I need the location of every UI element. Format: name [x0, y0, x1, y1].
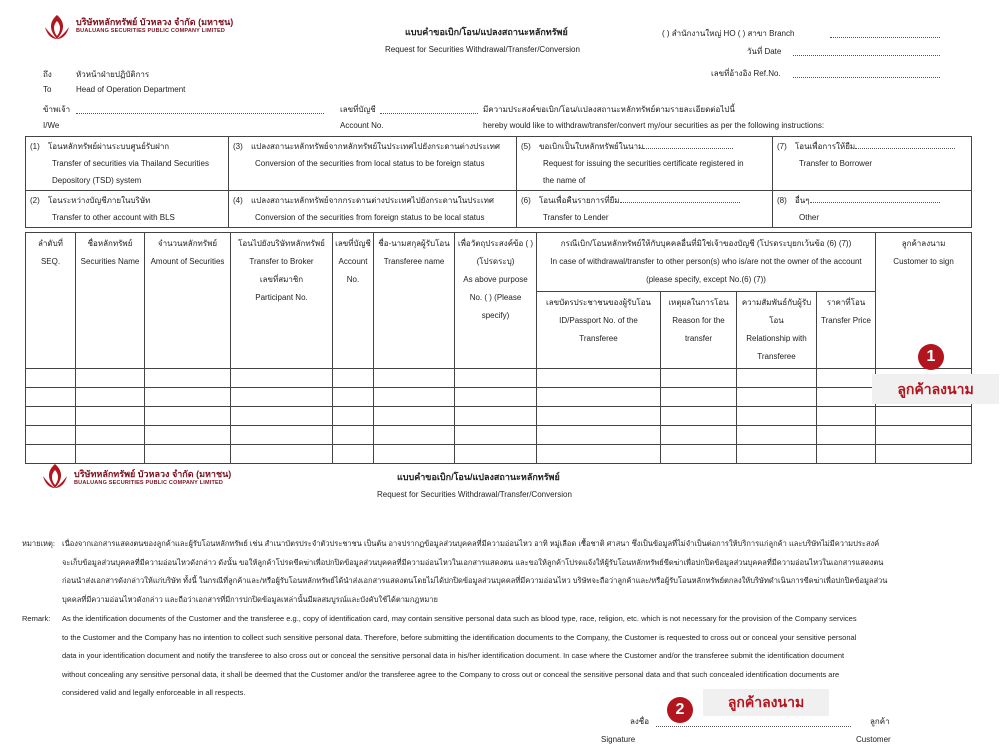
header-text: เลขบัตรประชาชนของผู้รับโอน [546, 298, 651, 307]
header-text: Amount of Securities [150, 257, 225, 266]
sign-en: Signature [601, 735, 636, 744]
table-row[interactable] [26, 388, 972, 407]
header-text: SEQ. [40, 257, 61, 266]
form-title-th-2: แบบคำขอเบิก/โอน/แปลงสถานะหลักทรัพย์ [397, 472, 560, 482]
remark-en-line: considered valid and legally enforceable in all respects. [62, 688, 246, 697]
option-en: Conversion of the securities from foreign status to be local status [255, 213, 485, 222]
header-text: เลขที่บัญชี [335, 239, 371, 248]
step-badge-2: 2 [667, 697, 693, 723]
remark-en-label: Remark: [22, 614, 51, 623]
option-en: Transfer to other account with BLS [52, 213, 175, 222]
to-th: หัวหน้าฝ่ายปฏิบัติการ [76, 70, 150, 79]
lotus-logo-icon [40, 462, 70, 490]
form-title-th: แบบคำขอเบิก/โอน/แปลงสถานะหลักทรัพย์ [405, 27, 568, 37]
customer-th: ลูกค้า [870, 717, 890, 726]
option-th: โอนระหว่างบัญชีภายในบริษัท [48, 196, 151, 205]
header-text: Securities Name [80, 257, 140, 266]
to-en: Head of Operation Department [76, 85, 186, 94]
option-2[interactable] [26, 191, 229, 228]
header-text: Account No. [338, 257, 368, 284]
header-text: เลขที่สมาชิก [259, 275, 304, 284]
header-text: Relationship with Transferee [746, 334, 807, 361]
option-number: (5) [521, 142, 531, 151]
company-name-th: บริษัทหลักทรัพย์ บัวหลวง จำกัด (มหาชน) [76, 17, 234, 27]
header-text: ความสัมพันธ์กับผู้รับโอน [741, 298, 812, 325]
header-text: เหตุผลในการโอน [668, 298, 729, 307]
account-field[interactable] [380, 103, 478, 114]
header-text: Transferee name [383, 257, 445, 266]
account-th: เลขที่บัญชี [340, 105, 376, 114]
lotus-logo-icon [42, 13, 72, 41]
step-badge-1: 1 [918, 344, 944, 370]
branch-field[interactable] [830, 27, 940, 38]
remark-th-line: จะเก็บข้อมูลส่วนบุคคลที่มีความอ่อนไหวดังกล่าว ดังนั้น ขอให้ลูกค้าโปรดขีดฆ่าเพื่อปกปิดข้อมูลส่วนบุคคลที่มีความอ่อนไหวในเอกสารแสดงตน และขอให้ลูกค้าโปรดแจ้งให้ผู้รับโอนหลักทรัพย์ขีดฆ่าเพื่อปกปิดข้อมูลส่วนบุคคลที่มีความอ่อนไหวในเอกสารแสดงตน [62, 557, 884, 567]
header-text: (please specify, except No.(6) (7)) [646, 275, 766, 284]
option-en: Conversion of the securities from local status to be foreign status [255, 159, 485, 168]
col-seq [26, 233, 76, 369]
option-number: (3) [233, 142, 243, 151]
remark-en-line: to the Customer and the Company has no intention to collect such sensitive personal data. Therefore, before submitting the identification documents to the Company, the Customer is requested to cross out or conceal your sensitive personal [62, 632, 857, 642]
options-table [25, 136, 972, 228]
header-text: เพื่อวัตถุประสงค์ข้อ ( ) (โปรดระบุ) [457, 239, 534, 266]
date-field[interactable] [793, 45, 940, 56]
option-en: Request for issuing the securities certificate registered in [543, 159, 744, 168]
option-th: ขอเบิกเป็นใบหลักทรัพย์ในนาม [539, 142, 644, 151]
col-purpose [455, 233, 537, 369]
header-text: ราคาที่โอน [826, 298, 866, 307]
remark-en-line: without concealing any sensitive personal data, it shall be deemed that the Customer and/or the transferee agree to the Company to cross out or conceal the sensitive personal data and that such concealed identification documents are [62, 669, 840, 679]
header-text: In case of withdrawal/transfer to other person(s) who is/are not the owner of the account [550, 257, 862, 266]
option-en: Transfer to Borrower [799, 159, 873, 168]
option-number: (1) [30, 142, 40, 151]
option-th: อื่นๆ [795, 196, 810, 205]
remark-th-line: บุคคลที่มีความอ่อนไหวดังกล่าว และถือว่าเอกสารที่มีการปกปิดข้อมูลเหล่านั้นมีผลสมบูรณ์และบังคับใช้ได้ตามกฎหมาย [62, 594, 438, 604]
col-id-passport [537, 292, 661, 369]
col-reason [661, 292, 737, 369]
table-row[interactable] [26, 407, 972, 426]
option-en: Transfer to Lender [543, 213, 609, 222]
header-text: ลูกค้าลงนาม [901, 239, 946, 248]
header-text: Reason for the transfer [672, 316, 725, 343]
callout-customer-sign-2[interactable]: ลูกค้าลงนาม [703, 689, 829, 716]
remark-th [62, 535, 972, 609]
form-title-en-2: Request for Securities Withdrawal/Transfer/Conversion [377, 490, 572, 499]
col-amount [145, 233, 231, 369]
remark-th-line: เนื่องจากเอกสารแสดงตนของลูกค้าและผู้รับโอนหลักทรัพย์ เช่น สำเนาบัตรประจำตัวประชาชน เป็นต้น อาจปรากฏข้อมูลส่วนบุคคลที่มีความอ่อนไหว อาทิ หมู่เลือด เชื้อชาติ ศาสนา ซึ่งเป็นข้อมูลที่ไม่จำเป็นต่อการให้บริการแก่ลูกค้า และบริษัทไม่มีความประสงค์ [62, 539, 880, 548]
option-th: โอนหลักทรัพย์ผ่านระบบศูนย์รับฝาก [48, 142, 170, 151]
customer-en: Customer [856, 735, 891, 744]
header-text: โอนไปยังบริษัทหลักทรัพย์ [238, 239, 325, 248]
table-row[interactable] [26, 426, 972, 445]
option-3[interactable] [229, 137, 517, 191]
option-8[interactable] [773, 191, 972, 228]
remark-en-line: data in your identification document and notify the transferee to also cross out or conceal the sensitive personal data in his/her identification document. In case where the Customer and/or the transferee submit the identification document [62, 651, 845, 660]
remark-th-line: ก่อนนำส่งเอกสารดังกล่าวให้แก่บริษัท ทั้งนี้ ในกรณีที่ลูกค้าและ/หรือผู้รับโอนหลักทรัพย์ได้นำส่งเอกสารแสดงตนโดยไม่ได้ปกปิดข้อมูลส่วนบุคคลที่มีความอ่อนไหว บริษัทจะถือว่าลูกค้าและ/หรือผู้รับโอนหลักทรัพย์ตกลงให้บริษัทดำเนินการขีดฆ่าเพื่อปกปิดข้อมูลส่วน [62, 576, 888, 585]
iwe-th: ข้าพเจ้า [43, 105, 71, 114]
callout-customer-sign-1[interactable]: ลูกค้าลงนาม [872, 374, 999, 404]
transfer-table [25, 232, 972, 464]
header-text: Transfer to Broker [249, 257, 314, 266]
option-th: โอนเพื่อการให้ยืม [795, 142, 856, 151]
iwe-en: I/We [43, 121, 60, 130]
col-relationship [737, 292, 817, 369]
option-th: แปลงสถานะหลักทรัพย์จากกระดานต่างประเทศไปยังกระดานในประเทศ [251, 196, 494, 205]
header-text: Participant No. [255, 293, 308, 302]
header-text: ลำดับที่ [38, 239, 63, 248]
col-transferee-name [374, 233, 455, 369]
option-en: Transfer of securities via Thailand Securities [52, 159, 209, 168]
to-th-label: ถึง [43, 70, 52, 79]
table-row[interactable] [26, 369, 972, 388]
account-en: Account No. [340, 121, 384, 130]
option-6[interactable] [517, 191, 773, 228]
header-text: As above purpose No. ( ) (Please specify) [463, 275, 528, 320]
option-number: (8) [777, 196, 787, 205]
col-securities-name [76, 233, 145, 369]
option-number: (6) [521, 196, 531, 205]
option-number: (2) [30, 196, 40, 205]
signature-field[interactable] [656, 716, 851, 727]
header-text: ID/Passport No. of the Transferee [559, 316, 638, 343]
option-en: Other [799, 213, 820, 222]
remark-th-label: หมายเหตุ: [22, 539, 55, 548]
option-th: โอนเพื่อคืนรายการที่ยืม [539, 196, 620, 205]
table-row[interactable] [26, 445, 972, 464]
option-th: แปลงสถานะหลักทรัพย์จากหลักทรัพย์ในประเทศไปยังกระดานต่างประเทศ [251, 142, 500, 151]
company-name-en: BUALUANG SECURITIES PUBLIC COMPANY LIMITED [74, 480, 224, 486]
ref-field[interactable] [793, 67, 940, 78]
option-number: (7) [777, 142, 787, 151]
col-broker [231, 233, 333, 369]
company-name-en: BUALUANG SECURITIES PUBLIC COMPANY LIMITED [76, 28, 226, 34]
option-1[interactable] [26, 137, 229, 191]
option-en-2: Depository (TSD) system [52, 176, 142, 185]
ref-label: เลขที่อ้างอิง Ref.No. [711, 69, 781, 78]
to-en-label: To [43, 85, 52, 94]
col-account [333, 233, 374, 369]
col-price [817, 292, 876, 369]
col-group-other-person [537, 233, 876, 292]
header-text: Transfer Price [821, 316, 871, 325]
sign-th: ลงชื่อ [630, 717, 650, 726]
option-5[interactable] [517, 137, 773, 191]
option-5-field[interactable] [643, 138, 733, 149]
option-7[interactable] [773, 137, 972, 191]
branch-line: ( ) สำนักงานใหญ่ HO ( ) สาขา Branch [662, 29, 795, 38]
header-text: กรณีเบิก/โอนหลักทรัพย์ให้กับบุคคลอื่นที่มิใช่เจ้าของบัญชี (โปรดระบุยกเว้นข้อ (6) (7)) [560, 239, 852, 248]
company-name-th: บริษัทหลักทรัพย์ บัวหลวง จำกัด (มหาชน) [74, 469, 232, 479]
name-field[interactable] [76, 103, 324, 114]
date-label: วันที่ Date [747, 47, 782, 56]
remark-en [62, 610, 972, 703]
header-text: ชื่อ-นามสกุลผู้รับโอน [378, 239, 450, 248]
form-title-en: Request for Securities Withdrawal/Transfer/Conversion [385, 45, 580, 54]
remark-en-line: As the identification documents of the Customer and the transferee e.g., copy of identification card, may contain sensitive personal data such as blood type, race, religion, etc. which is not necessary for the provision of the Company services [62, 614, 857, 623]
option-4[interactable] [229, 191, 517, 228]
intent-th: มีความประสงค์ขอเบิก/โอน/แปลงสถานะหลักทรัพย์ตามรายละเอียดต่อไปนี้ [483, 105, 735, 114]
option-8-field[interactable] [810, 192, 940, 203]
header-text: จำนวนหลักทรัพย์ [157, 239, 218, 248]
header-text: Customer to sign [893, 257, 954, 266]
option-en-2: the name of [543, 176, 586, 185]
option-6-field[interactable] [620, 192, 740, 203]
option-number: (4) [233, 196, 243, 205]
option-7-field[interactable] [855, 138, 955, 149]
intent-en: hereby would like to withdraw/transfer/convert my/our securities as per the following instructions: [483, 121, 825, 130]
header-text: ชื่อหลักทรัพย์ [87, 239, 133, 248]
